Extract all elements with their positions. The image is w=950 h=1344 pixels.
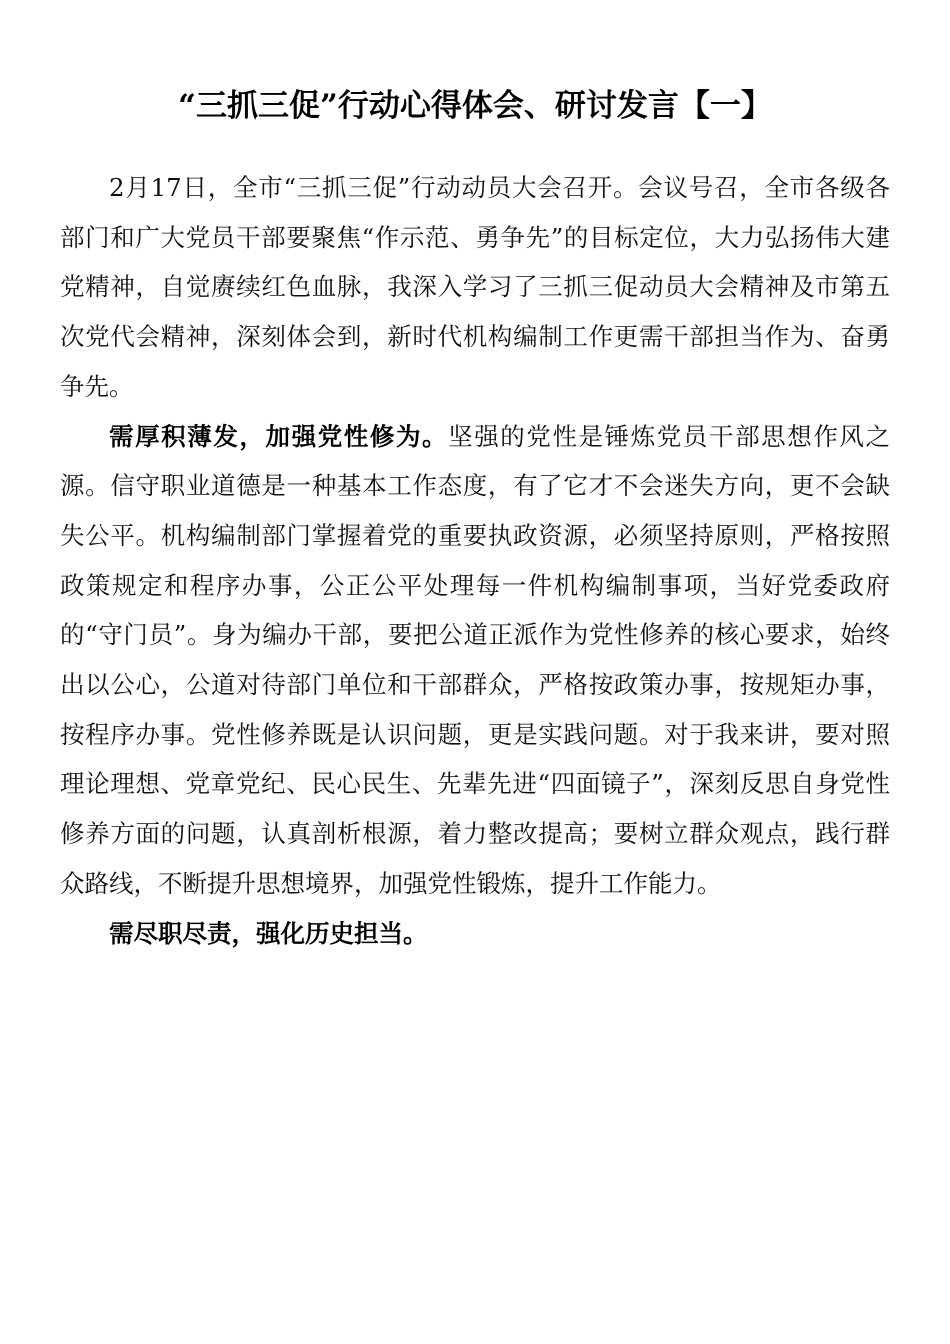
document-title: “三抓三促”行动心得体会、研讨发言【一】 bbox=[178, 88, 772, 124]
paragraph-heading: 需厚积薄发，加强党性修为。 bbox=[109, 421, 449, 451]
document-body bbox=[60, 163, 890, 958]
paragraph-heading: 需尽职尽责，强化历史担当。 bbox=[109, 918, 428, 948]
paragraph-party-spirit bbox=[60, 412, 890, 909]
paragraph-responsibility bbox=[60, 909, 890, 959]
paragraph-intro bbox=[60, 163, 890, 412]
paragraph-text: 坚强的党性是锤炼党员干部思想作风之源。信守职业道德是一种基本工作态度，有了它才不会迷失方向，更不会缺失公平。机构编制部门掌握着党的重要执政资源，必须坚持原则，严格按照政策规定和程序办事，公正公平处理每一件机构编制事项，当好党委政府的“守门员”。身为编办干部，要把公道正派作为党性修养的核心要求，始终出以公心，公道对待部门单位和干部群众，严格按政策办事，按规矩办事，按程序办事。党性修养既是认识问题，更是实践问题。对于我来讲，要对照理论理想、党章党纪、民心民生、先辈先进“四面镜子”，深刻反思自身党性修养方面的问题，认真剖析根源，着力整改提高；要树立群众观点，践行群众路线，不断提升思想境界，加强党性锻炼，提升工作能力。 bbox=[60, 421, 891, 898]
paragraph-text: 2月17日，全市“三抓三促”行动动员大会召开。会议号召，全市各级各部门和广大党员干部要聚焦“作示范、勇争先”的目标定位，大力弘扬伟大建党精神，自觉赓续红色血脉，我深入学习了三抓三促动员大会精神及市第五次党代会精神，深刻体会到，新时代机构编制工作更需干部担当作为、奋勇争先。 bbox=[60, 173, 890, 401]
